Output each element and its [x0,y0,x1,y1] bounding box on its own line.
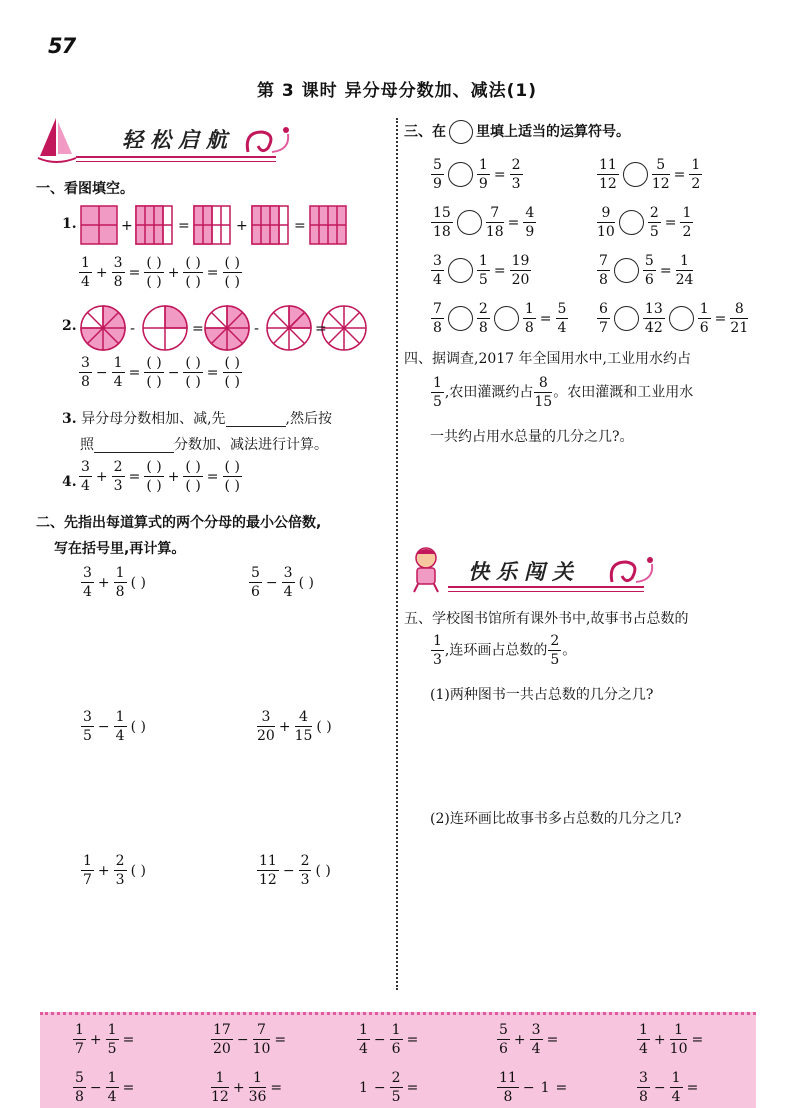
answer-blank[interactable]: ( ) ( ) [185,255,201,290]
easy-start-title: 轻松启航 [122,127,234,152]
practice-5: $\frac{1}{4}$ + $\frac{1}{10}$ = [639,1022,704,1057]
operator-circle[interactable] [448,258,473,283]
practice-9: $\frac{11}{8}$ − 1 = [499,1070,568,1105]
happy-pass-banner [404,544,664,596]
easy-start-banner [36,116,296,168]
fraction: $\frac{1}{4}$ [81,255,90,290]
fraction: $\frac{3}{8}$ [81,355,90,390]
sec3-problem-1: $\frac{5}{9}$ $\frac{1}{9}$ = $\frac{2}{3}$ [433,157,521,192]
q4-number: 4. [62,474,77,490]
kid-mascot-icon [404,544,448,594]
sec2-problem-6: $\frac{11}{12}$ − $\frac{2}{3}$ ( ) [259,853,331,888]
svg-text:-: - [130,321,136,337]
column-divider [396,118,398,990]
q1-equation: $\frac{1}{4}$ + $\frac{3}{8}$ = ( ) ( ) + ( ) ( ) = ( ) ( ) [81,255,240,290]
answer-blank[interactable]: ( ) ( ) [224,459,240,494]
section-4-line3: 一共约占用水总量的几分之几?。 [430,429,634,445]
svg-text:=: = [192,321,204,337]
section-2-title-line1: 二、先指出每道算式的两个分母的最小公倍数, [36,515,322,531]
sec3-problem-4: $\frac{9}{10}$ $\frac{2}{5}$ = $\frac{1}{2}$ [597,205,692,240]
sailboat-icon [36,116,78,166]
answer-blank[interactable]: ( ) ( ) [185,355,201,390]
sec2-problem-2: $\frac{5}{6}$ − $\frac{3}{4}$ ( ) [251,565,314,600]
q3-line1: 3. 异分母分数相加、减,先 ,然后按 [62,411,332,427]
answer-blank[interactable]: ( ) ( ) [146,459,162,494]
q1-rectangle-diagram [78,204,358,246]
operator-circle[interactable] [619,210,644,235]
svg-text:-: - [254,321,260,337]
q4-equation: $\frac{3}{4}$ + $\frac{2}{3}$ = ( ) ( ) + ( ) ( ) = ( ) ( ) [81,459,240,494]
section-4-line1: 四、据调查,2017 年全国用水中,工业用水约占 [404,351,691,367]
lcm-blank[interactable]: ( ) [316,718,332,735]
practice-10: $\frac{3}{8}$ − $\frac{1}{4}$ = [639,1070,699,1105]
practice-3: $\frac{1}{4}$ − $\frac{1}{6}$ = [359,1022,419,1057]
lcm-blank[interactable]: ( ) [315,862,331,879]
answer-blank[interactable]: ( ) ( ) [224,355,240,390]
svg-text:=: = [294,218,306,234]
q2-circle-diagram [78,302,368,354]
sec2-problem-5: $\frac{1}{7}$ + $\frac{2}{3}$ ( ) [83,853,146,888]
sec2-problem-1: $\frac{3}{4}$ + $\frac{1}{8}$ ( ) [83,565,146,600]
lcm-blank[interactable]: ( ) [298,574,314,591]
swirl-ornament-icon [242,122,294,162]
fraction: $\frac{3}{4}$ [81,459,90,494]
sec2-problem-4: $\frac{3}{20}$ + $\frac{4}{15}$ ( ) [257,709,332,744]
q3-line2: 照 分数加、减法进行计算。 [80,437,328,453]
svg-text:=: = [178,218,190,234]
operator-circle[interactable] [448,306,473,331]
section-5-q1: (1)两种图书一共占总数的几分之几? [430,687,654,703]
operator-circle[interactable] [614,306,639,331]
sec3-problem-8: $\frac{6}{7}$ $\frac{13}{42}$ $\frac{1}{6}$ = $\frac{8}{21}$ [599,301,749,336]
swirl-ornament-icon [606,552,658,592]
practice-2: $\frac{17}{20}$ − $\frac{7}{10}$ = [213,1022,287,1057]
sec3-problem-3: $\frac{15}{18}$ $\frac{7}{18}$ = $\frac{4}{9}$ [433,205,535,240]
svg-text:+: + [236,218,248,234]
practice-1: $\frac{1}{7}$ + $\frac{1}{5}$ = [75,1022,135,1057]
operator-circle[interactable] [614,258,639,283]
lesson-title: 第 3 课时 异分母分数加、减法(1) [257,81,537,101]
operator-circle[interactable] [669,306,694,331]
answer-blank[interactable]: ( ) ( ) [224,255,240,290]
answer-blank[interactable]: ( ) ( ) [185,459,201,494]
circle-symbol [449,120,473,144]
operator-circle[interactable] [457,210,482,235]
lcm-blank[interactable]: ( ) [130,574,146,591]
operator-circle[interactable] [623,162,648,187]
q2-number: 2. [62,318,77,334]
practice-8: 1 − $\frac{2}{5}$ = [359,1070,419,1105]
sec3-problem-7: $\frac{7}{8}$ $\frac{2}{8}$ $\frac{1}{8}$ = $\frac{5}{4}$ [433,301,567,336]
practice-6: $\frac{5}{8}$ − $\frac{1}{4}$ = [75,1070,135,1105]
section-5-line2: $\frac{1}{3}$ ,连环画占总数的 $\frac{2}{5}$ 。 [433,633,577,668]
operator-circle[interactable] [448,162,473,187]
practice-4: $\frac{5}{6}$ + $\frac{3}{4}$ = [499,1022,559,1057]
section-4-line2: $\frac{1}{5}$ ,农田灌溉约占 $\frac{8}{15}$ 。农田灌溉和工业用水 [433,375,694,410]
sec3-problem-6: $\frac{7}{8}$ $\frac{5}{6}$ = $\frac{1}{24}$ [599,253,694,288]
fraction: $\frac{3}{8}$ [113,255,123,290]
section-2-title-line2: 写在括号里,再计算。 [54,541,186,557]
sec3-problem-5: $\frac{3}{4}$ $\frac{1}{5}$ = $\frac{19}{20}$ [433,253,530,288]
q2-equation: $\frac{3}{8}$ − $\frac{1}{4}$ = ( ) ( ) − ( ) ( ) = ( ) ( ) [81,355,240,390]
answer-blank[interactable]: ( ) ( ) [146,255,162,290]
section-5-q2: (2)连环画比故事书多占总数的几分之几? [430,811,682,827]
q3-blank-1[interactable] [226,411,286,427]
q3-blank-2[interactable] [94,437,174,453]
q1-number: 1. [62,216,77,232]
section-3-title: 三、在 里填上适当的运算符号。 [404,120,630,144]
sec2-problem-3: $\frac{3}{5}$ − $\frac{1}{4}$ ( ) [83,709,146,744]
lcm-blank[interactable]: ( ) [130,718,146,735]
practice-7: $\frac{1}{12}$ + $\frac{1}{36}$ = [211,1070,283,1105]
bottom-practice-strip [40,1012,756,1108]
svg-text:=: = [315,321,327,337]
section-1-title: 一、看图填空。 [36,181,134,197]
operator-circle[interactable] [494,306,519,331]
sec3-problem-2: $\frac{11}{12}$ $\frac{5}{12}$ = $\frac{1}{2}$ [599,157,701,192]
svg-text:+: + [121,218,133,234]
lcm-blank[interactable]: ( ) [130,862,146,879]
answer-blank[interactable]: ( ) ( ) [146,355,162,390]
section-5-line1: 五、学校图书馆所有课外书中,故事书占总数的 [404,611,689,627]
happy-pass-title: 快乐闯关 [468,559,580,584]
fraction: $\frac{2}{3}$ [113,459,123,494]
page-number: 57 [48,34,76,58]
fraction: $\frac{1}{4}$ [113,355,123,390]
